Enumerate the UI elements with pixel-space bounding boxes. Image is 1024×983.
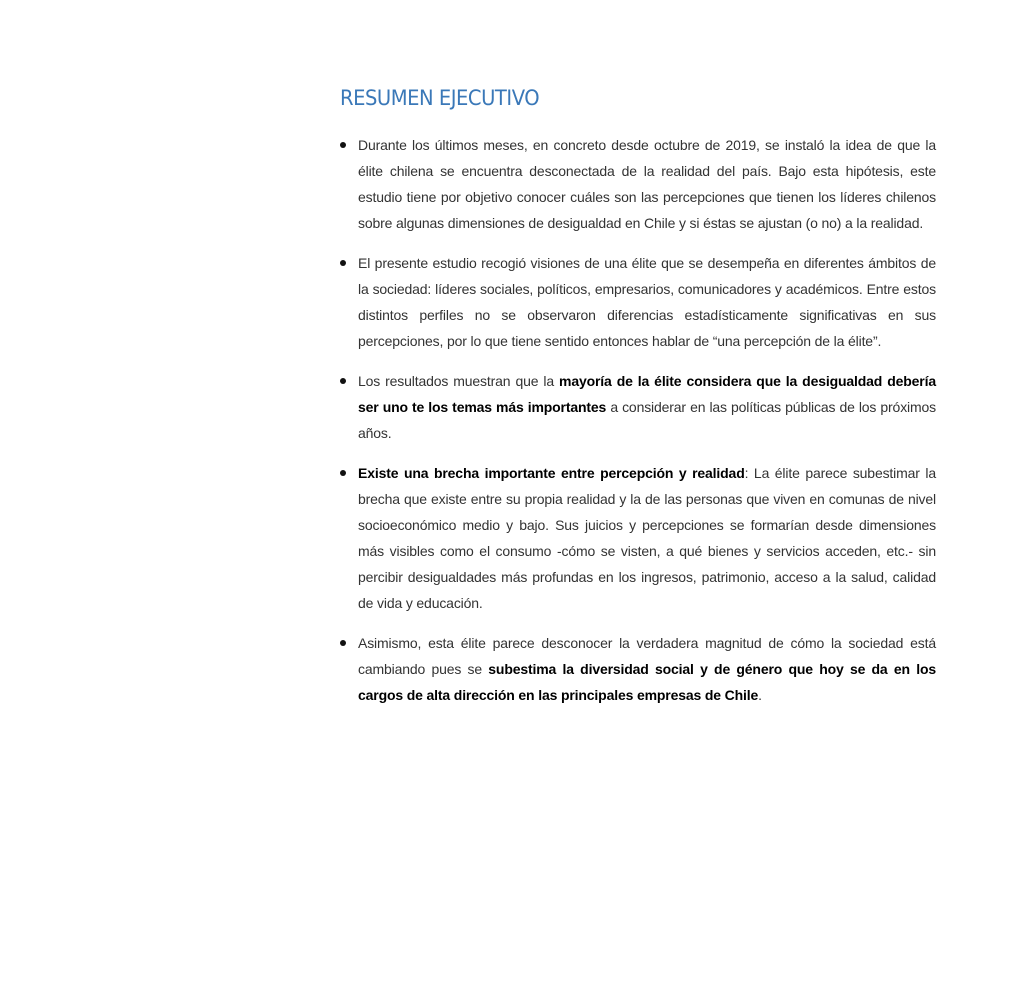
bold-text-segment: Existe una brecha importante entre percepción y realidad [358,465,745,481]
document-page [340,86,936,722]
bullet-dot-icon [340,378,346,384]
list-item [340,368,936,446]
bullet-dot-icon [340,260,346,266]
page-title: RESUMEN EJECUTIVO [340,86,540,110]
summary-list [340,132,936,708]
bold-text-segment: mayoría de la élite considera que la desigualdad debería ser uno te los temas más importantes [358,373,936,415]
text-segment: Asimismo, esta élite parece desconocer la verdadera magnitud de cómo la sociedad está cambiando pues se [358,635,936,677]
text-segment: El presente estudio recogió visiones de una élite que se desempeña en diferentes ámbitos de la sociedad: líderes sociales, políticos, empresarios, comunicadores y académicos. Entre estos distintos perfiles no se observaron diferencias estadísticamente significativas en sus percepciones, por lo que tiene sentido entonces hablar de “una percepción de la élite”. [358,255,936,349]
list-item [340,132,936,236]
bullet-dot-icon [340,640,346,646]
list-item [340,250,936,354]
list-item [340,630,936,708]
text-segment: . [758,687,762,703]
bold-text-segment: subestima la diversidad social y de género que hoy se da en los cargos de alta dirección en las principales empresas de Chile [358,661,936,703]
text-segment: a considerar en las políticas públicas de los próximos años. [358,399,936,441]
text-segment: Los resultados muestran que la [358,373,560,389]
list-item [340,460,936,616]
text-segment: : La élite parece subestimar la brecha que existe entre su propia realidad y la de las personas que viven en comunas de nivel socioeconómico medio y bajo. Sus juicios y percepciones se formarían desde dimensiones más visibles como el consumo -cómo se visten, a qué bienes y servicios acceden, etc.- sin percibir desigualdades más profundas en los ingresos, patrimonio, acceso a la salud, calidad de vida y educación. [358,465,936,611]
bullet-dot-icon [340,470,346,476]
text-segment: Durante los últimos meses, en concreto desde octubre de 2019, se instaló la idea de que la élite chilena se encuentra desconectada de la realidad del país. Bajo esta hipótesis, este estudio tiene por objetivo conocer cuáles son las percepciones que tienen los líderes chilenos sobre algunas dimensiones de desigualdad en Chile y si éstas se ajustan (o no) a la realidad. [358,137,936,231]
bullet-dot-icon [340,142,346,148]
